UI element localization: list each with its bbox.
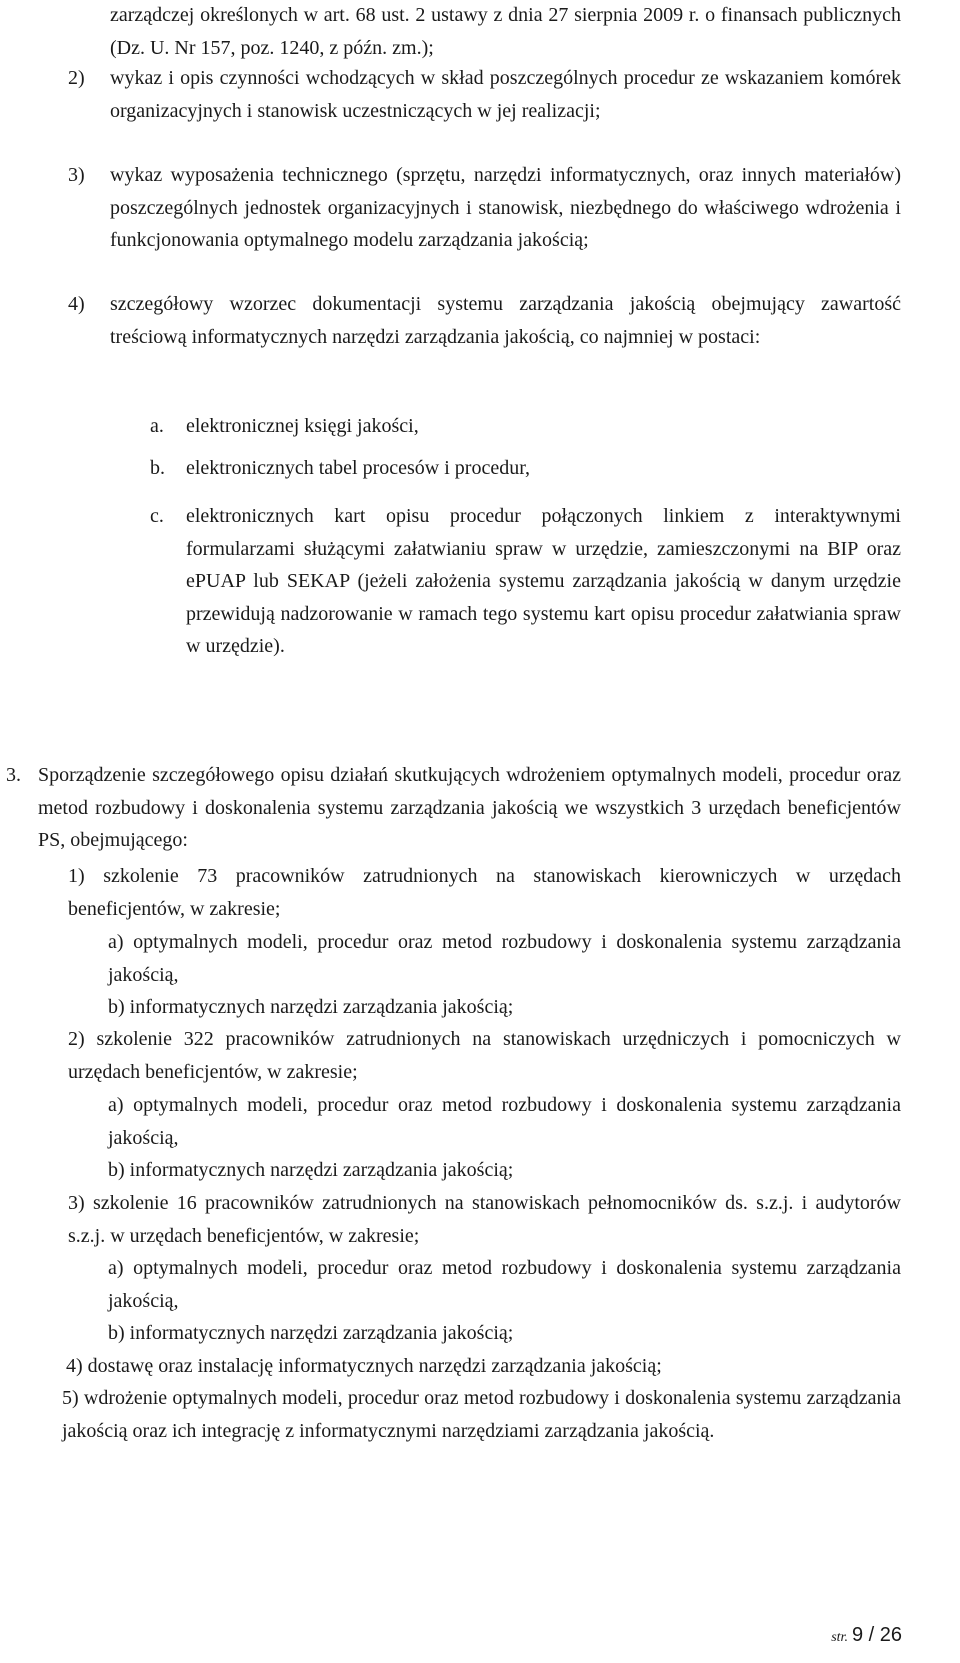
page-number: 9 / 26 [851,1624,902,1646]
section3-item-1-sub-b: b) informatycznych narzędzi zarządzania jakością; [108,996,514,1018]
section-text: Sporządzenie szczegółowego opisu działań skutkujących wdrożeniem optymalnych modeli, procedur oraz metod rozbudowy i doskonalenia systemu zarządzania jakością we wszystkich 3 urzędach beneficjentów PS, obejmującego: [38,764,901,851]
section3-item-4: 4) dostawę oraz instalację informatycznych narzędzi zarządzania jakością; [66,1355,662,1377]
sub-item-text: elektronicznych kart opisu procedur połączonych linkiem z interaktywnymi formularzami służącymi załatwianiu spraw w urzędzie, zamieszczonymi na BIP oraz ePUAP lub SEKAP (jeżeli założenia systemu zarządzania jakością w danym urzędzie przewidują nadzorowanie w ramach tego systemu kart opisu procedur załatwiania spraw w urzędzie). [186,505,901,657]
list-item-2 [68,62,901,127]
section3-item-3 [68,1187,901,1252]
sub-item-a [150,410,901,443]
list-item-4 [68,288,901,353]
item-text: szkolenie 322 pracowników zatrudnionych na stanowiskach urzędniczych i pomocniczych w urzędach beneficjentów, w zakresie; [68,1028,902,1083]
item-text: szkolenie 73 pracowników zatrudnionych na stanowiskach kierowniczych w urzędach beneficjentów, w zakresie; [68,865,901,920]
sub-item-b [150,452,901,485]
item-number: 3) [68,1192,85,1214]
list-item-text: szczegółowy wzorzec dokumentacji systemu zarządzania jakością obejmujący zawartość treściową informatycznych narzędzi zarządzania jakością, co najmniej w postaci: [110,293,901,348]
item-number: 2) [68,1028,85,1050]
section-3 [6,759,901,857]
section-number: 3. [6,764,21,786]
item-text: szkolenie 16 pracowników zatrudnionych na stanowiskach pełnomocników ds. s.z.j. i audytorów s.z.j. w urzędach beneficjentów, w zakresie; [68,1192,902,1247]
list-item-text: wykaz i opis czynności wchodzących w skład poszczególnych procedur ze wskazaniem komórek organizacyjnych i stanowisk uczestniczących w jej realizacji; [110,67,901,122]
section3-item-1 [68,860,901,925]
section3-item-2-sub-a: a) optymalnych modeli, procedur oraz metod rozbudowy i doskonalenia systemu zarządzania jakością, [108,1094,901,1149]
sub-item-text: elektronicznych tabel procesów i procedur, [186,457,531,479]
list-item-number: 2) [68,67,85,89]
item-number: 1) [68,865,85,887]
sub-item-text: elektronicznej księgi jakości, [186,415,419,437]
section3-item-2-sub-b: b) informatycznych narzędzi zarządzania jakością; [108,1159,514,1181]
list-item-number: 3) [68,164,85,186]
sub-item-letter: c. [150,505,164,527]
page-footer [831,1623,902,1650]
list-item-number: 4) [68,293,85,315]
sub-item-letter: a. [150,415,164,437]
sub-item-c [150,500,901,663]
page-prefix: str. [831,1630,848,1645]
section3-item-1-sub-a: a) optymalnych modeli, procedur oraz metod rozbudowy i doskonalenia systemu zarządzania jakością, [108,931,901,986]
section3-item-2 [68,1023,901,1088]
section3-item-5: 5) wdrożenie optymalnych modeli, procedur oraz metod rozbudowy i doskonalenia systemu zarządzania jakością oraz ich integrację z informatycznymi narzędziami zarządzania jakością. [62,1387,901,1442]
list-item-3 [68,159,901,257]
sub-item-letter: b. [150,457,165,479]
section3-item-3-sub-a: a) optymalnych modeli, procedur oraz metod rozbudowy i doskonalenia systemu zarządzania jakością, [108,1257,901,1312]
continuation-paragraph: zarządczej określonych w art. 68 ust. 2 ustawy z dnia 27 sierpnia 2009 r. o finansach publicznych (Dz. U. Nr 157, poz. 1240, z późn. zm.); [110,4,901,59]
section3-item-3-sub-b: b) informatycznych narzędzi zarządzania jakością; [108,1322,514,1344]
list-item-text: wykaz wyposażenia technicznego (sprzętu, narzędzi informatycznych, oraz innych materiałów) poszczególnych jednostek organizacyjnych i stanowisk, niezbędnego do właściwego wdrożenia i funkcjonowania optymalnego modelu zarządzania jakością; [110,164,901,251]
